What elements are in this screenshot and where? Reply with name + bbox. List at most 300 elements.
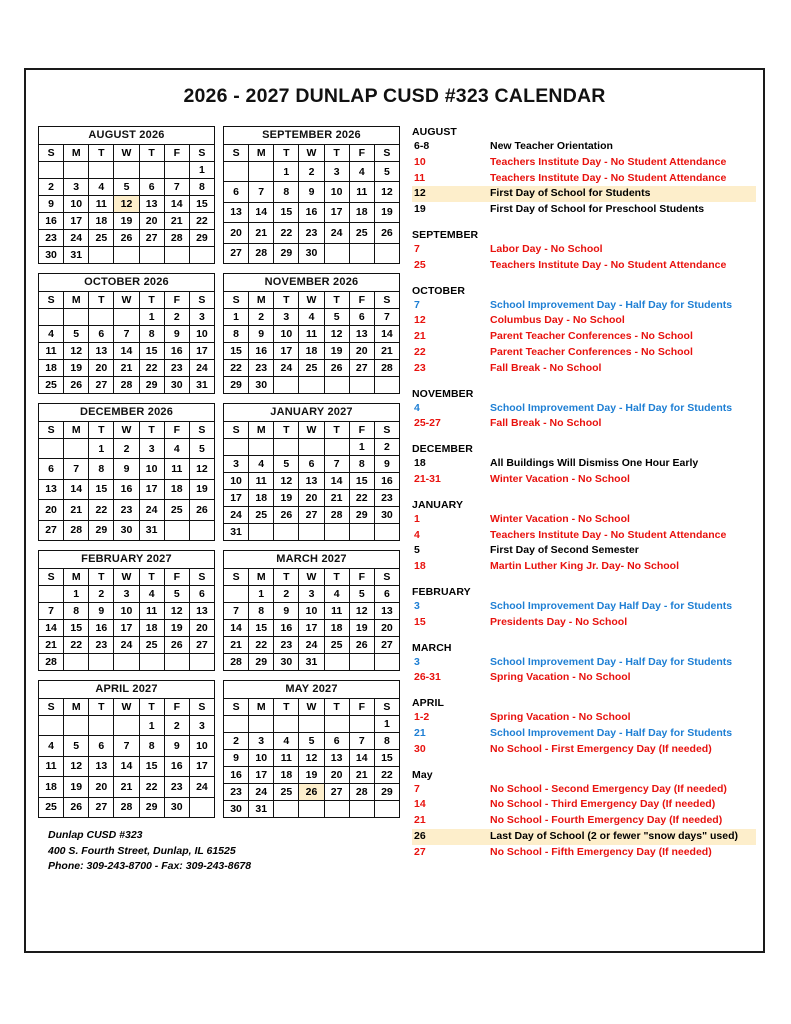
day-cell: 12: [64, 756, 89, 776]
day-cell-empty: [224, 439, 249, 456]
weekday-header: T: [324, 422, 349, 439]
day-cell: 27: [39, 520, 64, 540]
legend-entry: [412, 528, 756, 544]
legend-entry-date: 26: [414, 829, 426, 842]
day-cell: 11: [39, 343, 64, 360]
day-cell: 31: [299, 654, 324, 671]
legend-entry-date: 1: [414, 512, 420, 525]
weekday-header: S: [224, 145, 249, 162]
legend-month-heading: JANUARY: [412, 498, 464, 511]
day-cell: 2: [89, 586, 114, 603]
day-cell-empty: [299, 801, 324, 818]
day-cell: 26: [114, 230, 139, 247]
weekday-header: S: [189, 145, 214, 162]
legend-entry-date: 12: [414, 314, 426, 327]
week-row: [39, 326, 215, 343]
legend-pane: [404, 126, 756, 861]
weekday-header: W: [299, 569, 324, 586]
week-row: [224, 223, 400, 243]
day-cell: 10: [189, 736, 214, 756]
day-cell: 25: [324, 637, 349, 654]
day-cell: 17: [139, 479, 164, 499]
legend-entry: [412, 782, 756, 798]
month-calendar: [38, 403, 215, 541]
legend-entry-date: 22: [414, 345, 426, 358]
day-cell: 1: [64, 586, 89, 603]
legend-entry-date: 25: [414, 258, 426, 271]
weekday-header-row: [39, 699, 215, 716]
day-cell: 17: [114, 620, 139, 637]
legend-entry-date: 5: [414, 544, 420, 557]
day-cell: 21: [349, 767, 374, 784]
day-cell: 9: [374, 456, 399, 473]
weekday-header: S: [374, 422, 399, 439]
day-cell: 5: [299, 733, 324, 750]
day-cell: 20: [324, 767, 349, 784]
day-cell-empty: [249, 439, 274, 456]
day-cell: 20: [189, 620, 214, 637]
day-cell: 25: [39, 377, 64, 394]
week-row: [39, 500, 215, 520]
week-row: [224, 456, 400, 473]
day-cell: 28: [374, 360, 399, 377]
day-cell: 31: [139, 520, 164, 540]
day-cell: 30: [224, 801, 249, 818]
day-cell: 7: [349, 733, 374, 750]
legend-entry: [412, 726, 756, 742]
legend-entry-date: 21-31: [414, 472, 441, 485]
weekday-header: F: [349, 292, 374, 309]
weekday-header-row: [39, 145, 215, 162]
day-cell: 26: [164, 637, 189, 654]
day-cell-empty: [299, 716, 324, 733]
day-cell: 3: [299, 586, 324, 603]
day-cell-empty: [299, 377, 324, 394]
day-cell: 18: [299, 343, 324, 360]
weekday-header: T: [274, 699, 299, 716]
district-phone-fax: Phone: 309-243-8700 - Fax: 309-243-8678: [48, 860, 252, 872]
day-cell: 20: [299, 490, 324, 507]
day-cell: 13: [299, 473, 324, 490]
day-cell: 4: [139, 586, 164, 603]
day-cell: 5: [189, 439, 214, 459]
legend-entry-description: First Day of School for Students: [490, 187, 651, 200]
weekday-header: T: [324, 569, 349, 586]
day-cell-empty: [164, 654, 189, 671]
day-cell: 15: [139, 756, 164, 776]
legend-entry-description: New Teacher Orientation: [490, 140, 613, 152]
day-cell: 27: [89, 797, 114, 817]
day-cell: 15: [189, 196, 214, 213]
day-cell: 3: [114, 586, 139, 603]
day-cell: 27: [374, 637, 399, 654]
week-row: [39, 520, 215, 540]
week-row: [224, 716, 400, 733]
day-cell: 20: [374, 620, 399, 637]
day-cell-empty: [349, 716, 374, 733]
day-cell: 15: [249, 620, 274, 637]
day-cell: 17: [64, 213, 89, 230]
day-cell: 16: [89, 620, 114, 637]
weekday-header: S: [374, 699, 399, 716]
day-cell: 14: [64, 479, 89, 499]
legend-month-heading: NOVEMBER: [412, 387, 474, 400]
month-row: [38, 126, 404, 264]
day-cell: 25: [299, 360, 324, 377]
day-cell-empty: [189, 797, 214, 817]
day-cell: 19: [164, 620, 189, 637]
day-cell: 28: [114, 797, 139, 817]
legend-entry: [412, 615, 756, 631]
weekday-header: F: [349, 145, 374, 162]
day-cell: 14: [374, 326, 399, 343]
legend-entry-date: 4: [414, 401, 420, 414]
legend-entry-date: 18: [414, 560, 426, 573]
legend-entry-description: Last Day of School (2 or fewer "snow days" used): [490, 829, 739, 842]
day-cell: 31: [64, 247, 89, 264]
day-cell: 15: [374, 750, 399, 767]
week-row: [224, 439, 400, 456]
day-cell: 6: [299, 456, 324, 473]
week-row: [224, 182, 400, 202]
day-cell: 15: [64, 620, 89, 637]
weekday-header: M: [64, 145, 89, 162]
day-cell: 24: [64, 230, 89, 247]
day-cell: 19: [64, 360, 89, 377]
month-calendar: [38, 550, 215, 671]
day-cell-empty: [274, 801, 299, 818]
day-cell: 29: [189, 230, 214, 247]
day-cell-empty: [89, 716, 114, 736]
day-cell: 5: [324, 309, 349, 326]
day-cell: 7: [249, 182, 274, 202]
day-cell: 13: [189, 603, 214, 620]
week-row: [224, 162, 400, 182]
day-cell: 23: [39, 230, 64, 247]
day-cell: 26: [299, 784, 324, 801]
weekday-header: T: [139, 569, 164, 586]
day-cell: 30: [164, 797, 189, 817]
day-cell: 1: [89, 439, 114, 459]
day-cell: 12: [164, 603, 189, 620]
day-cell-empty: [114, 654, 139, 671]
day-cell-empty: [299, 524, 324, 541]
day-cell-empty: [89, 162, 114, 179]
day-cell: 11: [274, 750, 299, 767]
week-row: [39, 377, 215, 394]
weekday-header: M: [249, 422, 274, 439]
legend-entry: [412, 742, 756, 758]
day-cell: 19: [64, 777, 89, 797]
day-cell: 23: [374, 490, 399, 507]
weekday-header: W: [114, 292, 139, 309]
day-cell-empty: [349, 243, 374, 263]
day-cell: 9: [114, 459, 139, 479]
day-cell: 14: [224, 620, 249, 637]
day-cell: 3: [189, 716, 214, 736]
day-cell: 3: [64, 179, 89, 196]
legend-entry: [412, 416, 756, 432]
day-cell-empty: [299, 439, 324, 456]
legend-entry-date: 3: [414, 599, 420, 612]
weekday-header: M: [64, 569, 89, 586]
month-row: [38, 403, 404, 541]
weekday-header: M: [249, 569, 274, 586]
day-cell: 23: [249, 360, 274, 377]
day-cell-empty: [349, 801, 374, 818]
month-title: DECEMBER 2026: [38, 403, 215, 421]
day-cell: 22: [224, 360, 249, 377]
day-cell: 19: [274, 490, 299, 507]
weekday-header-row: [224, 145, 400, 162]
day-cell: 22: [139, 360, 164, 377]
day-cell: 4: [299, 309, 324, 326]
day-cell: 16: [374, 473, 399, 490]
day-cell-empty: [374, 377, 399, 394]
day-cell: 9: [224, 750, 249, 767]
legend-entry-date: 14: [414, 798, 426, 811]
day-cell-empty: [324, 243, 349, 263]
legend-entry-description: No School - Fourth Emergency Day (If needed): [490, 814, 723, 827]
day-cell: 2: [114, 439, 139, 459]
day-cell: 1: [249, 586, 274, 603]
day-cell: 9: [274, 603, 299, 620]
legend-entry: [412, 345, 756, 361]
day-cell: 21: [39, 637, 64, 654]
legend-entry-date: 15: [414, 615, 426, 628]
day-cell: 8: [274, 182, 299, 202]
legend-entry: [412, 313, 756, 329]
weekday-header: T: [274, 292, 299, 309]
legend-entry: [412, 829, 756, 845]
day-cell: 25: [39, 797, 64, 817]
day-cell: 11: [249, 473, 274, 490]
week-row: [224, 473, 400, 490]
legend-entry-description: No School - Fifth Emergency Day (If needed): [490, 845, 712, 858]
day-cell: 25: [349, 223, 374, 243]
month-calendar: [223, 680, 400, 818]
weekday-header: M: [64, 422, 89, 439]
day-cell: 29: [139, 797, 164, 817]
calendar-page: [24, 68, 765, 953]
day-cell-empty: [189, 247, 214, 264]
day-cell: 29: [89, 520, 114, 540]
day-cell: 8: [224, 326, 249, 343]
day-cell-empty: [89, 309, 114, 326]
weekday-header: S: [39, 145, 64, 162]
legend-entry-description: Parent Teacher Conferences - No School: [490, 330, 693, 343]
day-cell-empty: [324, 801, 349, 818]
day-cell-empty: [374, 243, 399, 263]
day-cell: 21: [164, 213, 189, 230]
day-cell-empty: [349, 524, 374, 541]
weekday-header: S: [189, 699, 214, 716]
day-cell: 27: [89, 377, 114, 394]
day-cell-empty: [274, 716, 299, 733]
weekday-header: F: [349, 699, 374, 716]
legend-entry: [412, 543, 756, 559]
legend-month-heading: May: [412, 768, 433, 781]
day-cell-empty: [89, 654, 114, 671]
day-cell: 25: [89, 230, 114, 247]
legend-month-heading: OCTOBER: [412, 284, 466, 297]
day-cell: 6: [89, 326, 114, 343]
day-cell: 8: [349, 456, 374, 473]
weekday-header: F: [164, 569, 189, 586]
day-cell-empty: [139, 162, 164, 179]
day-cell: 24: [274, 360, 299, 377]
month-calendar: [223, 273, 400, 394]
legend-entry: [412, 401, 756, 417]
day-cell: 10: [64, 196, 89, 213]
day-cell: 17: [189, 343, 214, 360]
weekday-header: F: [164, 699, 189, 716]
week-row: [39, 162, 215, 179]
week-row: [39, 309, 215, 326]
day-cell: 23: [299, 223, 324, 243]
week-row: [224, 243, 400, 263]
day-cell: 13: [139, 196, 164, 213]
day-cell: 5: [349, 586, 374, 603]
month-calendar: [38, 273, 215, 394]
day-cell: 13: [324, 750, 349, 767]
day-cell: 20: [139, 213, 164, 230]
day-cell: 31: [189, 377, 214, 394]
legend-entry-description: Parent Teacher Conferences - No School: [490, 345, 693, 358]
legend-entry-description: School Improvement Day - Half Day for Students: [490, 726, 733, 739]
day-cell: 6: [349, 309, 374, 326]
legend-entry-date: 7: [414, 242, 420, 255]
day-cell: 28: [324, 507, 349, 524]
legend-entry: [412, 202, 756, 218]
weekday-header: S: [39, 422, 64, 439]
week-row: [39, 620, 215, 637]
legend-entry-description: School Improvement Day - Half Day for Students: [490, 298, 733, 311]
day-cell: 7: [114, 736, 139, 756]
day-cell: 10: [324, 182, 349, 202]
weekday-header: W: [114, 145, 139, 162]
weekday-header: M: [249, 699, 274, 716]
day-cell: 28: [249, 243, 274, 263]
day-cell: 4: [39, 326, 64, 343]
day-cell: 13: [374, 603, 399, 620]
month-title: FEBRUARY 2027: [38, 550, 215, 568]
day-cell: 20: [89, 360, 114, 377]
day-cell: 10: [224, 473, 249, 490]
weekday-header: T: [89, 422, 114, 439]
day-cell: 20: [89, 777, 114, 797]
day-cell: 2: [39, 179, 64, 196]
weekday-header: T: [324, 292, 349, 309]
day-cell: 16: [114, 479, 139, 499]
day-cell: 29: [249, 654, 274, 671]
day-cell: 24: [114, 637, 139, 654]
legend-entry-date: 19: [414, 203, 426, 216]
week-row: [39, 736, 215, 756]
day-cell: 27: [189, 637, 214, 654]
legend-entry-description: Presidents Day - No School: [490, 615, 628, 628]
weekday-header: T: [89, 145, 114, 162]
legend-entry-description: Labor Day - No School: [490, 242, 603, 255]
legend-entry-description: School Improvement Day - Half Day for Students: [490, 655, 733, 668]
day-cell: 18: [39, 360, 64, 377]
day-cell: 21: [114, 777, 139, 797]
day-cell: 31: [224, 524, 249, 541]
day-cell: 2: [374, 439, 399, 456]
day-cell: 7: [374, 309, 399, 326]
week-row: [224, 309, 400, 326]
day-cell-empty: [64, 439, 89, 459]
month-calendar: [223, 550, 400, 671]
day-cell: 22: [349, 490, 374, 507]
day-cell-empty: [374, 801, 399, 818]
weekday-header: S: [189, 569, 214, 586]
day-cell-empty: [89, 247, 114, 264]
day-cell: 17: [274, 343, 299, 360]
day-cell-empty: [349, 377, 374, 394]
legend-entry-description: Martin Luther King Jr. Day- No School: [490, 560, 680, 573]
day-cell: 2: [224, 733, 249, 750]
weekday-header: S: [224, 292, 249, 309]
week-row: [39, 479, 215, 499]
weekday-header: T: [89, 292, 114, 309]
legend-entry: [412, 599, 756, 615]
week-row: [224, 801, 400, 818]
month-calendar: [38, 680, 215, 818]
weekday-header: W: [299, 699, 324, 716]
day-cell: 24: [139, 500, 164, 520]
legend-entry: [412, 171, 756, 187]
day-cell: 29: [224, 377, 249, 394]
day-cell: 14: [39, 620, 64, 637]
weekday-header-row: [224, 699, 400, 716]
weekday-header-row: [224, 569, 400, 586]
day-cell: 7: [224, 603, 249, 620]
weekday-header: T: [274, 145, 299, 162]
weekday-header: W: [299, 145, 324, 162]
day-cell: 30: [114, 520, 139, 540]
day-cell: 22: [274, 223, 299, 243]
day-cell: 29: [349, 507, 374, 524]
legend-entry-description: No School - Third Emergency Day (If needed): [490, 798, 716, 811]
day-cell: 12: [114, 196, 139, 213]
day-cell-empty: [64, 654, 89, 671]
weekday-header: S: [39, 292, 64, 309]
week-row: [39, 777, 215, 797]
weekday-header-row: [39, 569, 215, 586]
day-cell: 3: [324, 162, 349, 182]
day-cell: 24: [224, 507, 249, 524]
week-row: [39, 459, 215, 479]
day-cell: 20: [224, 223, 249, 243]
legend-month-heading: SEPTEMBER: [412, 228, 479, 241]
day-cell: 11: [39, 756, 64, 776]
legend-entry-date: 21: [414, 814, 426, 827]
month-title: APRIL 2027: [38, 680, 215, 698]
day-cell: 23: [89, 637, 114, 654]
day-cell-empty: [274, 377, 299, 394]
legend-entry: [412, 242, 756, 258]
day-cell: 21: [324, 490, 349, 507]
day-cell: 26: [349, 637, 374, 654]
day-cell: 31: [249, 801, 274, 818]
legend-entry-date: 3: [414, 655, 420, 668]
weekday-header: W: [299, 422, 324, 439]
day-cell: 28: [164, 230, 189, 247]
day-cell-empty: [349, 654, 374, 671]
day-cell-empty: [249, 716, 274, 733]
day-cell: 23: [274, 637, 299, 654]
